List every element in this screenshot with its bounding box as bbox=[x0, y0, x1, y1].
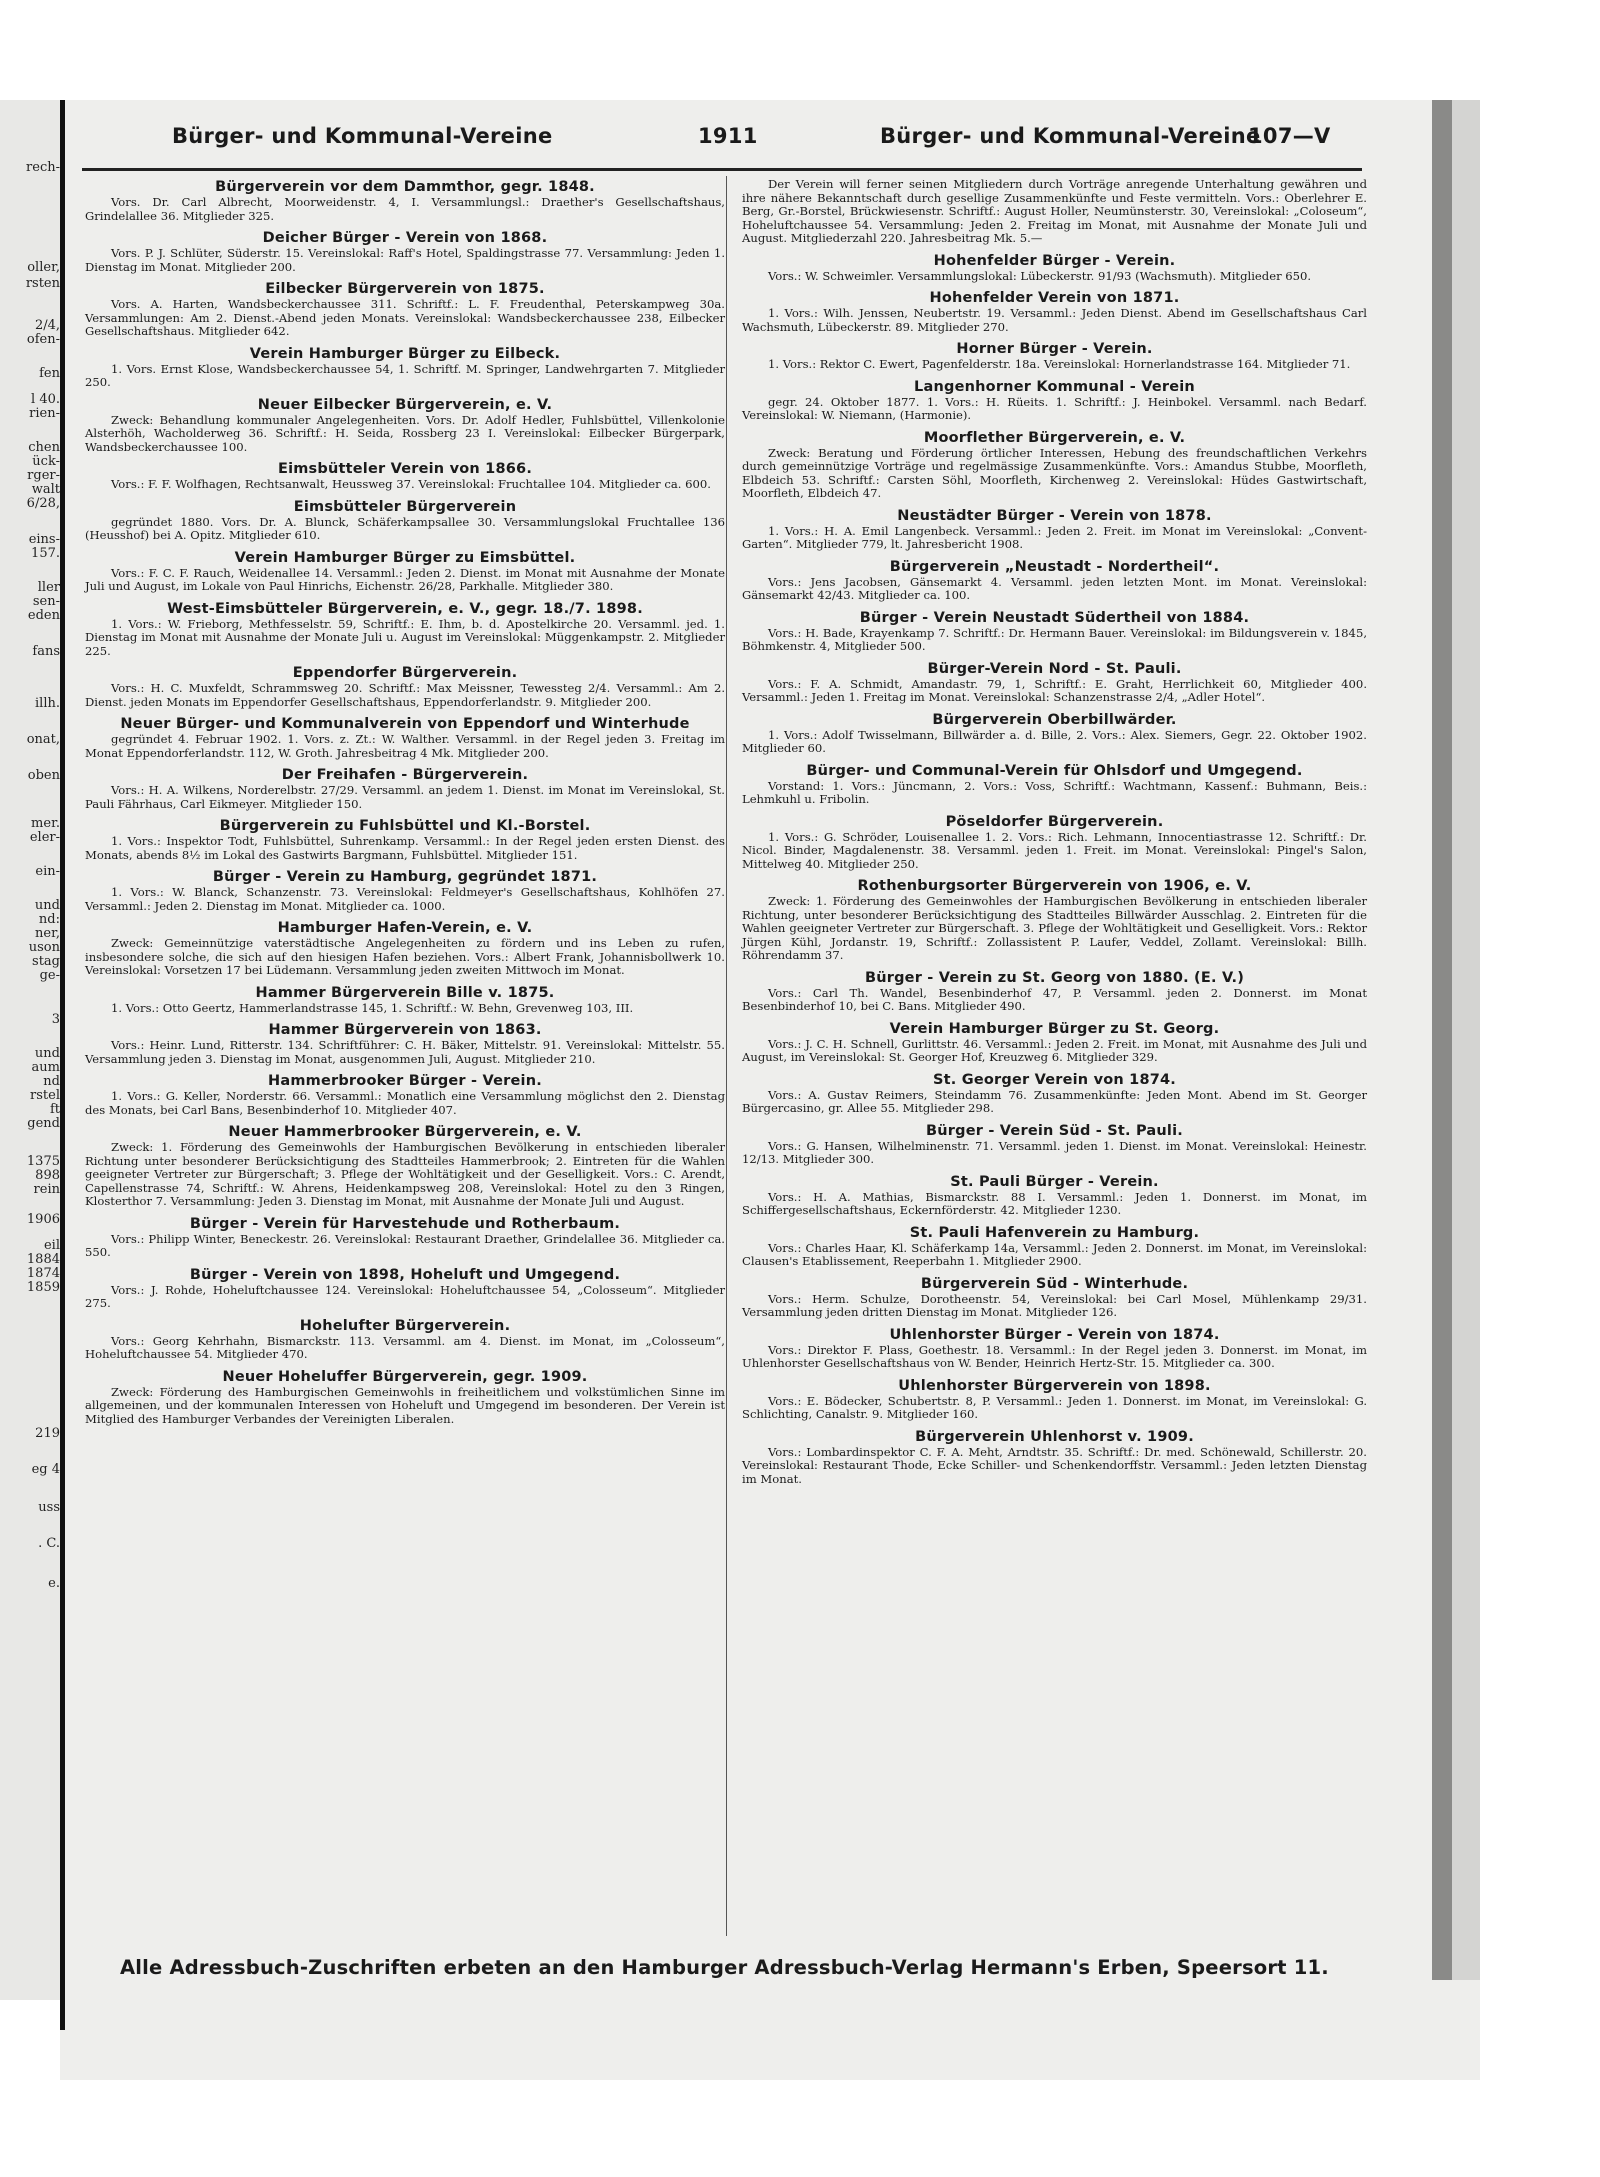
margin-fragment: eil bbox=[43, 1238, 60, 1253]
margin-fragment: chen bbox=[28, 440, 60, 455]
margin-fragment: eler- bbox=[29, 830, 60, 845]
entry-title: Hohenfelder Verein von 1871. bbox=[929, 290, 1180, 306]
entry-body: Zweck: Förderung des Hamburgischen Gemeinwohls in freiheitlichem und volkstümlichen Sinne im allgemeinen, und der kommunalen Interessen von Hoheluft und Umgegend im besonderen. Der Verein ist Mitglied des Hamburger Verbandes der Vereinigten Liberalen. bbox=[85, 1384, 725, 1426]
directory-entry bbox=[742, 289, 1367, 334]
entry-body: gegründet 1880. Vors. Dr. A. Blunck, Schäferkampsallee 30. Versammlungslokal Fruchtallee 136 (Heusshof) bei A. Opitz. Mitglieder 610. bbox=[85, 514, 725, 542]
entry-title: Bürger - Verein für Harvestehude und Rotherbaum. bbox=[189, 1215, 621, 1232]
entry-body: Vors.: Heinr. Lund, Ritterstr. 134. Schriftführer: C. H. Bäker, Mittelstr. 91. Vereinslokal: Mittelstr. 55. Versammlung jeden 3. Dienstag im Monat, ausgenommen Juli, August. Mitglieder 210. bbox=[85, 1038, 725, 1066]
entry-title: Langenhorner Kommunal - Verein bbox=[914, 378, 1195, 395]
entry-title: Neuer Hoheluffer Bürgerverein, gegr. 1909. bbox=[222, 1368, 588, 1385]
entry-body: 1. Vors.: Rektor C. Ewert, Pagenfelderstr. 18a. Vereinslokal: Hornerlandstrasse 164. Mitglieder 71. bbox=[768, 357, 1351, 371]
left-column bbox=[85, 178, 725, 1432]
margin-fragment: mer. bbox=[31, 816, 60, 831]
margin-fragment: gend bbox=[27, 1116, 60, 1131]
directory-entry bbox=[85, 817, 725, 862]
margin-fragment: ofen- bbox=[26, 332, 60, 347]
entry-title: Bürger - Verein Neustadt Südertheil von 1884. bbox=[859, 609, 1250, 626]
margin-fragment: eden bbox=[27, 608, 60, 623]
margin-fragment: und bbox=[34, 898, 60, 913]
margin-fragment: l 40. bbox=[31, 392, 60, 407]
margin-fragment: rger- bbox=[27, 468, 60, 483]
margin-fragment: fans bbox=[32, 644, 60, 659]
directory-entry bbox=[742, 969, 1367, 1014]
entry-body: 1. Vors. Ernst Klose, Wandsbeckerchaussee 54, 1. Schriftf. M. Springer, Landwehrgarten 7. Mitglieder 250. bbox=[85, 361, 725, 389]
entry-body: Zweck: Behandlung kommunaler Angelegenheiten. Vors. Dr. Adolf Hedler, Fuhlsbüttel, Villenkolonie Alsterhöh, Wacholderweg 36. Schriftf.: H. Seida, Rossberg 23 I. Vereinslokal: Eilbecker Bürgerpark, Wandsbeckerchaussee 100. bbox=[85, 412, 725, 454]
entry-title: Bürgerverein zu Fuhlsbüttel und Kl.-Borstel. bbox=[219, 818, 591, 834]
entry-title: Der Freihafen - Bürgerverein. bbox=[281, 767, 529, 783]
margin-fragment: 219 bbox=[35, 1426, 60, 1441]
margin-fragment: rein bbox=[33, 1182, 60, 1197]
entry-body: 1. Vors.: W. Frieborg, Methfesselstr. 59, Schriftf.: E. Ihm, b. d. Apostelkirche 20. Versamml. jed. 1. Dienstag im Monat mit Ausnahme der Monate Juli u. August im Vereinslokal: Müggenkampstr. 2. Mitglieder 225. bbox=[85, 616, 725, 658]
margin-fragment: rsten bbox=[25, 276, 60, 291]
page-edge-light bbox=[1452, 100, 1480, 1980]
entry-body: Vors. P. J. Schlüter, Süderstr. 15. Vereinslokal: Raff's Hotel, Spaldingstrasse 77. Versammlung: Jeden 1. Dienstag im Monat. Mitglieder 200. bbox=[85, 246, 725, 274]
margin-fragment: 157. bbox=[31, 546, 60, 561]
margin-fragment: nd: bbox=[38, 912, 60, 927]
directory-entry bbox=[85, 345, 725, 390]
entry-body: Vors. A. Harten, Wandsbeckerchaussee 311. Schriftf.: L. F. Freudenthal, Peterskampweg 30a. Versammlungen: Am 2. Dienst.-Abend jeden Monats. Vereinslokal: Wandsbeckerchaussee 238, Eilbecker Gesellschaftshaus. Mitglieder 642. bbox=[85, 297, 725, 338]
directory-entry bbox=[85, 1021, 725, 1066]
entry-title: Eimsbütteler Bürgerverein bbox=[293, 498, 517, 515]
entry-title: Deicher Bürger - Verein von 1868. bbox=[262, 230, 548, 246]
entry-body: Vors.: F. A. Schmidt, Amandastr. 79, 1, Schriftf.: E. Graht, Herrlichkeit 60, Mitglieder 400. Versamml.: Jeden 1. Freitag im Monat. Vereinslokal: Schanzenstrasse 2/4, „Adler Hotel“. bbox=[742, 676, 1367, 704]
directory-entry bbox=[85, 600, 725, 659]
entry-title: Bürgerverein vor dem Dammthor, gegr. 1848. bbox=[215, 179, 595, 195]
entry-body: gegründet 4. Februar 1902. 1. Vors. z. Zt.: W. Walther. Versamml. in der Regel jeden 3. Freitag im Monat Eppendorferlandstr. 112, W. Groth. Jahresbeitrag 4 Mk. Mitglieder 200. bbox=[85, 732, 725, 760]
entry-body: 1. Vors.: Wilh. Jenssen, Neubertstr. 19. Versamml.: Jeden Dienst. Abend im Gesellschaftshaus Carl Wachsmuth, Lübeckerstr. 89. Mitglieder 270. bbox=[742, 306, 1367, 334]
entry-body: gegr. 24. Oktober 1877. 1. Vors.: H. Rüeits. 1. Schriftf.: J. Heinbokel. Versamml. nach Bedarf. Vereinslokal: W. Niemann, (Harmonie). bbox=[742, 394, 1367, 422]
entry-title: Bürger - Verein Süd - St. Pauli. bbox=[926, 1122, 1183, 1139]
directory-entry bbox=[742, 1428, 1367, 1487]
margin-fragment: und bbox=[34, 1046, 60, 1061]
directory-entry bbox=[85, 1123, 725, 1209]
entry-title: Uhlenhorster Bürger - Verein von 1874. bbox=[889, 1326, 1220, 1343]
directory-entry bbox=[742, 1122, 1367, 1167]
margin-fragment: sen- bbox=[32, 594, 60, 609]
margin-fragment: 1874 bbox=[26, 1266, 60, 1281]
entry-body: Vors.: W. Schweimler. Versammlungslokal: Lübeckerstr. 91/93 (Wachsmuth). Mitglieder 650. bbox=[768, 268, 1312, 283]
header-year: 1911 bbox=[698, 124, 758, 148]
directory-entry bbox=[742, 1173, 1367, 1218]
directory-entry bbox=[742, 660, 1367, 705]
running-header bbox=[80, 124, 1360, 164]
directory-entry bbox=[742, 558, 1367, 603]
entry-body: 1. Vors.: Inspektor Todt, Fuhlsbüttel, Suhrenkamp. Versamml.: In der Regel jeden ersten Dienst. des Monats, abends 8½ im Lokal des Gastwirts Bargmann, Fuhlsbüttel. Mitglieder 151. bbox=[85, 834, 725, 862]
directory-entry bbox=[85, 1368, 725, 1427]
directory-entry bbox=[85, 1266, 725, 1311]
entry-title: Neuer Bürger- und Kommunalverein von Eppendorf und Winterhude bbox=[120, 716, 690, 732]
directory-entry bbox=[742, 1224, 1367, 1269]
entry-title: Neuer Hammerbrooker Bürgerverein, e. V. bbox=[228, 1124, 582, 1140]
page-spine bbox=[60, 100, 65, 2030]
entry-title: Hammerbrooker Bürger - Verein. bbox=[268, 1073, 542, 1089]
publisher-footer: Alle Adressbuch-Zuschriften erbeten an den Hamburger Adressbuch-Verlag Hermann's Erben, Speersort 11. bbox=[120, 1956, 1329, 1979]
directory-entry bbox=[85, 498, 725, 543]
entry-body: Vors.: Carl Th. Wandel, Besenbinderhof 47, P. Versamml. jeden 2. Donnerst. im Monat Besenbinderhof 10, bei C. Bans. Mitglieder 490. bbox=[742, 985, 1367, 1013]
entry-body: Zweck: Beratung und Förderung örtlicher Interessen, Hebung des freundschaftlichen Verkehrs durch gemeinnützige Vorträge und regelmässige Zusammenkünfte. Vors.: Amandus Stubbe, Moorfleth, Elbdeich 53. Schriftf.: Carsten Söhl, Moorfleth, Kirchenweg 2. Vereinslokal: Hüdes Gastwirtschaft, Moorfleth, Elbdeich 47. bbox=[742, 445, 1367, 500]
entry-title: Bürger - Verein von 1898, Hoheluft und Umgegend. bbox=[189, 1266, 621, 1283]
entry-body: 1. Vors.: Otto Geertz, Hammerlandstrasse 145, 1. Schriftf.: W. Behn, Grevenweg 103, III. bbox=[111, 1000, 634, 1015]
margin-fragment: nd bbox=[43, 1074, 60, 1089]
directory-entry bbox=[85, 178, 725, 223]
header-right-title: Bürger- und Kommunal-Vereine bbox=[880, 124, 1261, 148]
entry-title: Neustädter Bürger - Verein von 1878. bbox=[897, 507, 1212, 524]
entry-body: Vors.: Lombardinspektor C. F. A. Meht, Arndtstr. 35. Schriftf.: Dr. med. Schönewald, Schillerstr. 20. Vereinslokal: Restaurant Thode, Ecke Schiller- und Schenkendorffstr. Versamml.: Jeden letzten Dienstag im Monat. bbox=[742, 1444, 1367, 1486]
directory-entry bbox=[742, 178, 1367, 246]
entry-body: Vors.: Charles Haar, Kl. Schäferkamp 14a, Versamml.: Jeden 2. Donnerst. im Monat, im Vereinslokal: Clausen's Etablissement, Reeperbahn 1. Mitglieder 2900. bbox=[742, 1240, 1367, 1268]
directory-entry bbox=[85, 460, 725, 492]
margin-fragment: 898 bbox=[35, 1168, 60, 1183]
entry-body: Vors.: Jens Jacobsen, Gänsemarkt 4. Versamml. jeden letzten Mont. im Monat. Vereinslokal: Gänsemarkt 42/43. Mitglieder ca. 100. bbox=[742, 574, 1367, 602]
entry-body: Vors.: F. F. Wolfhagen, Rechtsanwalt, Heussweg 37. Vereinslokal: Fruchtallee 104. Mitglieder ca. 600. bbox=[111, 477, 711, 491]
directory-entry bbox=[742, 507, 1367, 552]
margin-fragment: ge- bbox=[39, 968, 60, 983]
entry-title: Verein Hamburger Bürger zu St. Georg. bbox=[889, 1020, 1220, 1037]
margin-fragment: uson bbox=[28, 940, 60, 955]
entry-title: Rothenburgsorter Bürgerverein von 1906, e. V. bbox=[857, 878, 1252, 894]
entry-title: Bürgerverein Uhlenhorst v. 1909. bbox=[915, 1428, 1194, 1445]
entry-title: Verein Hamburger Bürger zu Eilbeck. bbox=[249, 345, 561, 362]
entry-title: Eppendorfer Bürgerverein. bbox=[292, 665, 518, 681]
entry-body: 1. Vors.: G. Schröder, Louisenallee 1. 2. Vors.: Rich. Lehmann, Innocentiastrasse 12. Schriftf.: Dr. Nicol. Binder, Magdalenenstr. 38. Versamml. jeden 1. Freit. im Monat. Vereinslokal: Pingel's Salon, Mittelweg 40. Mitglieder 250. bbox=[742, 829, 1367, 871]
margin-fragment: fen bbox=[39, 366, 60, 381]
directory-entry bbox=[85, 229, 725, 274]
directory-entry bbox=[742, 711, 1367, 756]
directory-entry bbox=[85, 664, 725, 709]
entry-body: Vors.: H. Bade, Krayenkamp 7. Schriftf.: Dr. Hermann Bauer. Vereinslokal: im Bildungsverein v. 1845, Böhmkenstr. 4, Mitglieder 500. bbox=[742, 625, 1367, 653]
directory-entry bbox=[742, 378, 1367, 423]
entry-body: Zweck: 1. Förderung des Gemeinwohles der Hamburgischen Bevölkerung in entschieden liberaler Richtung, unter besonderer Berücksichtigung des Stadtteiles Billwärder Ausschlag. 2. Eintreten für die Wahlen geeigneter Vertreter zur Bürgerschaft. 3. Pflege der Wohltätigkeit und Geselligkeit. Vors.: Rektor Jürgen Kühl, Jordanstr. 19, Schriftf.: Zollassistent P. Laufer, Veddel, Zollamt. Vereinslokal: Billh. Röhrendamm 37. bbox=[742, 894, 1367, 962]
margin-fragment: ft bbox=[49, 1102, 60, 1117]
entry-title: Uhlenhorster Bürgerverein von 1898. bbox=[898, 1377, 1211, 1394]
adjacent-page-margin bbox=[0, 100, 62, 2000]
margin-fragment: . C. bbox=[38, 1536, 60, 1551]
margin-fragment: 3 bbox=[51, 1012, 60, 1027]
entry-title: Bürger-Verein Nord - St. Pauli. bbox=[927, 660, 1182, 677]
entry-title: Bürger - Verein zu St. Georg von 1880. (E. V.) bbox=[864, 969, 1245, 986]
directory-entry bbox=[742, 609, 1367, 654]
directory-entry bbox=[742, 429, 1367, 501]
directory-entry bbox=[85, 919, 725, 978]
margin-fragment: ner, bbox=[35, 926, 60, 941]
directory-entry bbox=[742, 1326, 1367, 1371]
entry-body: Vors. Dr. Carl Albrecht, Moorweidenstr. 4, I. Versammlungsl.: Draether's Gesellschaftshaus, Grindelallee 36. Mitglieder 325. bbox=[85, 195, 725, 223]
entry-title: Pöseldorfer Bürgerverein. bbox=[945, 813, 1164, 830]
margin-fragment: eg 4 bbox=[31, 1462, 60, 1477]
directory-entry bbox=[85, 396, 725, 455]
entry-title: Bürgerverein „Neustadt - Nordertheil“. bbox=[889, 558, 1220, 575]
entry-title: Eilbecker Bürgerverein von 1875. bbox=[265, 281, 545, 297]
entry-title: Hammer Bürgerverein von 1863. bbox=[268, 1022, 542, 1038]
entry-body: Vors.: H. A. Wilkens, Norderelbstr. 27/29. Versamml. an jedem 1. Dienst. im Monat im Vereinslokal, St. Pauli Fährhaus, Carl Eikmeyer. Mitglieder 150. bbox=[85, 783, 725, 811]
page-edge bbox=[1432, 100, 1452, 1980]
header-page-number: 107—V bbox=[1248, 124, 1331, 148]
margin-fragment: 1906 bbox=[26, 1212, 60, 1227]
directory-entry bbox=[85, 549, 725, 594]
directory-entry bbox=[85, 280, 725, 339]
margin-fragment: illh. bbox=[35, 696, 60, 711]
entry-title: West-Eimsbütteler Bürgerverein, e. V., gegr. 18./7. 1898. bbox=[167, 600, 643, 617]
entry-body: 1. Vors.: H. A. Emil Langenbeck. Versamml.: Jeden 2. Freit. im Monat im Vereinslokal: „Convent-Garten“. Mitglieder 779, lt. Jahresbericht 1908. bbox=[742, 523, 1367, 551]
entry-body: Vors.: Herm. Schulze, Dorotheenstr. 54, Vereinslokal: bei Carl Mosel, Mühlenkamp 29/31. Versammlung jeden dritten Dienstag im Monat. Mitglieder 126. bbox=[742, 1291, 1367, 1319]
directory-entry bbox=[742, 1071, 1367, 1116]
directory-entry bbox=[85, 715, 725, 760]
margin-fragment: oben bbox=[27, 768, 60, 783]
entry-body: Vors.: A. Gustav Reimers, Steindamm 76. Zusammenkünfte: Jeden Mont. Abend im St. Georger Bürgercasino, gr. Allee 55. Mitglieder 298. bbox=[742, 1087, 1367, 1115]
directory-entry bbox=[742, 252, 1367, 284]
margin-fragment: 1859 bbox=[26, 1280, 60, 1295]
entry-title: St. Pauli Bürger - Verein. bbox=[950, 1173, 1159, 1190]
margin-fragment: onat, bbox=[26, 732, 60, 747]
directory-entry bbox=[742, 1275, 1367, 1320]
margin-fragment: eins- bbox=[28, 532, 60, 547]
entry-body: Vors.: G. Hansen, Wilhelminenstr. 71. Versamml. jeden 1. Dienst. im Monat. Vereinslokal: Heinestr. 12/13. Mitglieder 300. bbox=[742, 1138, 1367, 1166]
header-left-title: Bürger- und Kommunal-Vereine bbox=[172, 124, 553, 148]
entry-title: Horner Bürger - Verein. bbox=[956, 341, 1153, 357]
margin-fragment: ller bbox=[37, 580, 60, 595]
entry-body: Zweck: 1. Förderung des Gemeinwohls der Hamburgischen Bevölkerung in entschieden liberaler Richtung unter besonderer Berücksichtigung des Stadtteiles Hammerbrook; 2. Eintreten für die Wahlen geeigneter Vertreter zur Bürgerschaft; 3. Pflege der Wohltätigkeit und der Geselligkeit. Vors.: C. Arendt, Capellenstrasse 74, Schriftf.: W. Ahrens, Heidenkampsweg 208, Vereinslokal: Hotel zu den 3 Ringen, Klosterthor 7. Versammlung: Jeden 3. Dienstag im Monat, mit Ausnahme der Monate Juli und August. bbox=[85, 1140, 725, 1208]
column-divider bbox=[726, 176, 727, 1936]
directory-entry bbox=[742, 762, 1367, 807]
entry-body: Zweck: Gemeinnützige vaterstädtische Angelegenheiten zu fördern und ins Leben zu rufen, insbesondere solche, die sich auf den hiesigen Hafen beziehen. Vors.: Albert Frank, Johannisbollwerk 10. Vereinslokal: Vorsetzen 17 bei Lüdemann. Versammlung jeden zweiten Mittwoch im Monat. bbox=[85, 936, 725, 977]
margin-fragment: stag bbox=[32, 954, 60, 969]
entry-body: Vors.: F. C. F. Rauch, Weidenallee 14. Versamml.: Jeden 2. Dienst. im Monat mit Ausnahme der Monate Juli und August, im Lokale von Paul Hinrichs, Eichenstr. 26/28, Parkhalle. Mitglieder 380. bbox=[85, 565, 725, 593]
entry-body: Vors.: J. Rohde, Hoheluftchaussee 124. Vereinslokal: Hoheluftchaussee 54, „Colosseum“. Mitglieder 275. bbox=[85, 1282, 725, 1310]
directory-entry bbox=[742, 340, 1367, 372]
entry-body: 1. Vors.: W. Blanck, Schanzenstr. 73. Vereinslokal: Feldmeyer's Gesellschaftshaus, Kohlhöfen 27. Versamml.: Jeden 2. Dienstag im Monat. Mitglieder ca. 1000. bbox=[85, 885, 725, 913]
entry-body: Vors.: E. Bödecker, Schubertstr. 8, P. Versamml.: Jeden 1. Donnerst. im Monat, im Vereinslokal: G. Schlichting, Canalstr. 9. Mitglieder 160. bbox=[742, 1393, 1367, 1421]
entry-title: Bürger- und Communal-Verein für Ohlsdorf und Umgegend. bbox=[806, 762, 1303, 779]
margin-fragment: uss bbox=[38, 1500, 60, 1515]
margin-fragment: 6/28, bbox=[26, 496, 60, 511]
entry-body: Der Verein will ferner seinen Mitgliedern durch Vorträge anregende Unterhaltung gewähren und ihre nähere Bekanntschaft durch gesellige Zusammenkünfte und Feste vermitteln. Vors.: Oberlehrer E. Berg, Gr.-Borstel, Brückwiesenstr. Schriftf.: August Holler, Neumünsterstr. 30, Vereinslokal: „Coloseum“, Hoheluftchaussee 54. Versammlung: Jeden 2. Freitag im Monat, mit Ausnahme der Monate Juli und August. Mitgliederzahl 220. Jahresbeitrag Mk. 5.— bbox=[742, 177, 1367, 245]
entry-body: Vors.: Philipp Winter, Beneckestr. 26. Vereinslokal: Restaurant Draether, Grindelallee 36. Mitglieder ca. 550. bbox=[85, 1231, 725, 1259]
entry-title: Moorflether Bürgerverein, e. V. bbox=[923, 429, 1186, 446]
entry-title: Bürgerverein Oberbillwärder. bbox=[932, 711, 1177, 728]
margin-fragment: oller, bbox=[27, 260, 60, 275]
margin-fragment: e. bbox=[48, 1576, 60, 1591]
margin-fragment: ein- bbox=[35, 864, 60, 879]
entry-title: Verein Hamburger Bürger zu Eimsbüttel. bbox=[234, 549, 576, 566]
directory-entry bbox=[85, 766, 725, 811]
entry-title: Hohenfelder Bürger - Verein. bbox=[933, 252, 1176, 269]
margin-fragment: 1884 bbox=[26, 1252, 60, 1267]
margin-fragment: 1375 bbox=[26, 1154, 60, 1169]
entry-body: Vors.: H. A. Mathias, Bismarckstr. 88 I. Versamml.: Jeden 1. Donnerst. im Monat, im Schiffergesellschaftshaus, Eckernförderstr. 42. Mitglieder 1230. bbox=[742, 1189, 1367, 1217]
entry-title: Hammer Bürgerverein Bille v. 1875. bbox=[255, 984, 555, 1001]
directory-entry bbox=[742, 813, 1367, 872]
margin-fragment: rstel bbox=[30, 1088, 60, 1103]
margin-fragment: rech- bbox=[26, 160, 60, 175]
directory-entry bbox=[742, 1020, 1367, 1065]
directory-entry bbox=[85, 984, 725, 1016]
entry-title: Hamburger Hafen-Verein, e. V. bbox=[277, 920, 533, 936]
entry-body: Vors.: Direktor F. Plass, Goethestr. 18. Versamml.: In der Regel jeden 3. Donnerst. im Monat, im Uhlenhorster Gesellschaftshaus von W. Bender, Heinrich Hertz-Str. 15. Mitglieder ca. 300. bbox=[742, 1342, 1367, 1370]
entry-body: 1. Vors.: Adolf Twisselmann, Billwärder a. d. Bille, 2. Vors.: Alex. Siemers, Gegr. 22. Oktober 1902. Mitglieder 60. bbox=[742, 727, 1367, 755]
right-column bbox=[742, 178, 1367, 1492]
entry-body: Vorstand: 1. Vors.: Jüncmann, 2. Vors.: Voss, Schriftf.: Wachtmann, Kassenf.: Buhmann, Beis.: Lehmkuhl u. Fribolin. bbox=[742, 778, 1367, 806]
margin-fragment: walt bbox=[31, 482, 60, 497]
entry-title: Neuer Eilbecker Bürgerverein, e. V. bbox=[257, 396, 553, 413]
directory-entry bbox=[85, 868, 725, 913]
entry-title: Bürgerverein Süd - Winterhude. bbox=[920, 1275, 1189, 1292]
margin-fragment: aum bbox=[31, 1060, 60, 1075]
entry-title: Hohelufter Bürgerverein. bbox=[299, 1317, 511, 1334]
entry-title: Eimsbütteler Verein von 1866. bbox=[277, 461, 533, 477]
entry-body: Vors.: J. C. H. Schnell, Gurlittstr. 46. Versamml.: Jeden 2. Freit. im Monat, mit Ausnahme des Juli und August, im Vereinslokal: St. Georger Hof, Kreuzweg 6. Mitglieder 329. bbox=[742, 1036, 1367, 1064]
entry-body: Vors.: Georg Kehrhahn, Bismarckstr. 113. Versamml. am 4. Dienst. im Monat, im „Colosseum“, Hoheluftchaussee 54. Mitglieder 470. bbox=[85, 1333, 725, 1361]
entry-body: 1. Vors.: G. Keller, Norderstr. 66. Versamml.: Monatlich eine Versammlung möglichst den 2. Dienstag des Monats, bei Carl Bans, Besenbinderhof 10. Mitglieder 407. bbox=[85, 1089, 725, 1117]
margin-fragment: rien- bbox=[29, 406, 60, 421]
entry-title: St. Pauli Hafenverein zu Hamburg. bbox=[909, 1224, 1200, 1241]
margin-fragment: ück- bbox=[32, 454, 60, 469]
directory-entry bbox=[742, 1377, 1367, 1422]
directory-entry bbox=[85, 1215, 725, 1260]
directory-entry bbox=[85, 1317, 725, 1362]
entry-body: Vors.: H. C. Muxfeldt, Schrammsweg 20. Schriftf.: Max Meissner, Tewessteg 2/4. Versamml.: Am 2. Dienst. jeden Monats im Eppendorfer Gesellschaftshaus, Eppendorferlandstr. 9. Mitglieder 200. bbox=[85, 681, 725, 709]
directory-entry bbox=[85, 1072, 725, 1117]
header-rule bbox=[82, 168, 1362, 171]
entry-title: St. Georger Verein von 1874. bbox=[932, 1071, 1177, 1088]
directory-entry bbox=[742, 877, 1367, 963]
margin-fragment: 2/4, bbox=[34, 318, 60, 333]
entry-title: Bürger - Verein zu Hamburg, gegründet 1871. bbox=[212, 869, 598, 885]
